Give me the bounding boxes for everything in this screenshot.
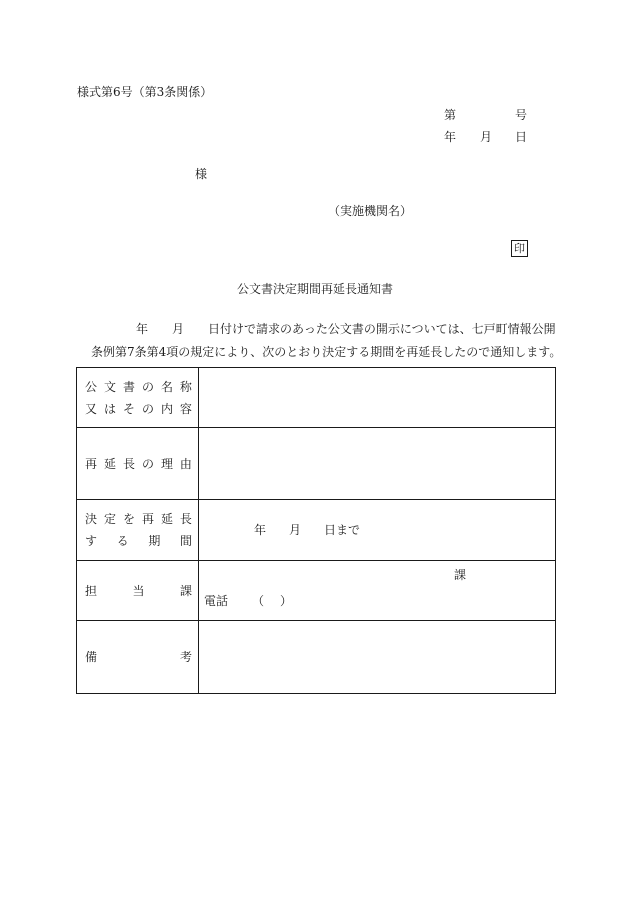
value-cell-reason [199,428,556,500]
label-char: 再 [141,512,154,526]
label-char: を [122,512,135,526]
value-cell-period [199,500,556,561]
spread-label-line [77,508,198,530]
table-row-reason [77,428,556,500]
label-char: 備 [85,650,98,664]
spread-label-line [77,580,198,602]
label-char: る [116,534,129,548]
label-char: 容 [179,401,192,416]
label-cell-reason [77,428,199,500]
phone-paren-open: （ [252,594,265,608]
label-char: の [141,456,154,471]
label-char: の [141,379,154,394]
label-char: 理 [160,456,173,471]
value-cell-department [199,561,556,621]
seal-mark: 印 [511,240,528,257]
label-char: 又 [85,401,98,416]
label-char: 当 [132,583,145,598]
label-char: は [103,401,116,416]
body-year-label: 年 [136,322,149,336]
phone-paren-close: ） [280,594,293,608]
agency-name-label: （実施機関名） [328,204,413,218]
body-text-line-1: 日付けで請求のあった公文書の開示については、七戸町情報公開 [208,322,556,336]
label-char: 再 [85,456,98,471]
spread-label-line [77,376,198,398]
label-char: 文 [103,379,116,394]
label-char: 公 [85,379,98,394]
label-char: 書 [122,379,135,394]
label-char: 延 [103,456,116,471]
form-number-label: 様式第6号（第3条関係） [77,85,213,99]
spread-label-line [77,453,198,475]
label-char: 由 [179,456,192,471]
label-char: す [85,534,98,548]
table-row-document-name [77,368,556,428]
label-cell-remarks [77,621,199,694]
label-cell-department [77,561,199,621]
label-cell-period [77,500,199,561]
issue-number-prefix: 第 [444,108,457,122]
period-month-label: 月 [289,523,302,537]
value-cell-document-name [199,368,556,428]
label-char: そ [122,401,135,416]
label-char: 担 [85,583,98,598]
label-char: 長 [122,456,135,471]
phone-label: 電話 [204,594,229,608]
issue-number-suffix: 号 [515,108,528,122]
table-row-department [77,561,556,621]
value-cell-remarks [199,621,556,694]
table-row-period [77,500,556,561]
period-until-label: 日まで [324,523,361,537]
label-char: 考 [179,650,192,664]
label-char: 内 [160,401,173,416]
date-month-label: 月 [480,130,493,144]
addressee-suffix: 様 [195,167,208,181]
label-char: 名 [160,379,173,394]
label-char: 延 [160,512,173,526]
label-char: 定 [103,512,116,526]
table-row-remarks [77,621,556,694]
label-char: の [141,401,154,416]
section-suffix: 課 [454,568,467,582]
label-char: 決 [85,512,98,526]
period-year-label: 年 [254,523,267,537]
document-title: 公文書決定期間再延長通知書 [236,282,393,296]
date-day-label: 日 [515,130,528,144]
spread-label-line [77,646,198,668]
spread-label-line [77,530,198,552]
label-char: 称 [179,379,192,394]
label-char: 期 [148,534,161,548]
label-cell-document-name [77,368,199,428]
date-year-label: 年 [444,130,457,144]
label-char: 長 [179,512,192,526]
notice-details-table [76,367,556,694]
label-char: 課 [179,583,192,598]
body-month-label: 月 [172,322,185,336]
spread-label-line [77,398,198,420]
label-char: 間 [179,534,192,548]
body-text-line-2: 条例第7条第4項の規定により、次のとおり決定する期間を再延長したので通知します。 [91,345,562,359]
